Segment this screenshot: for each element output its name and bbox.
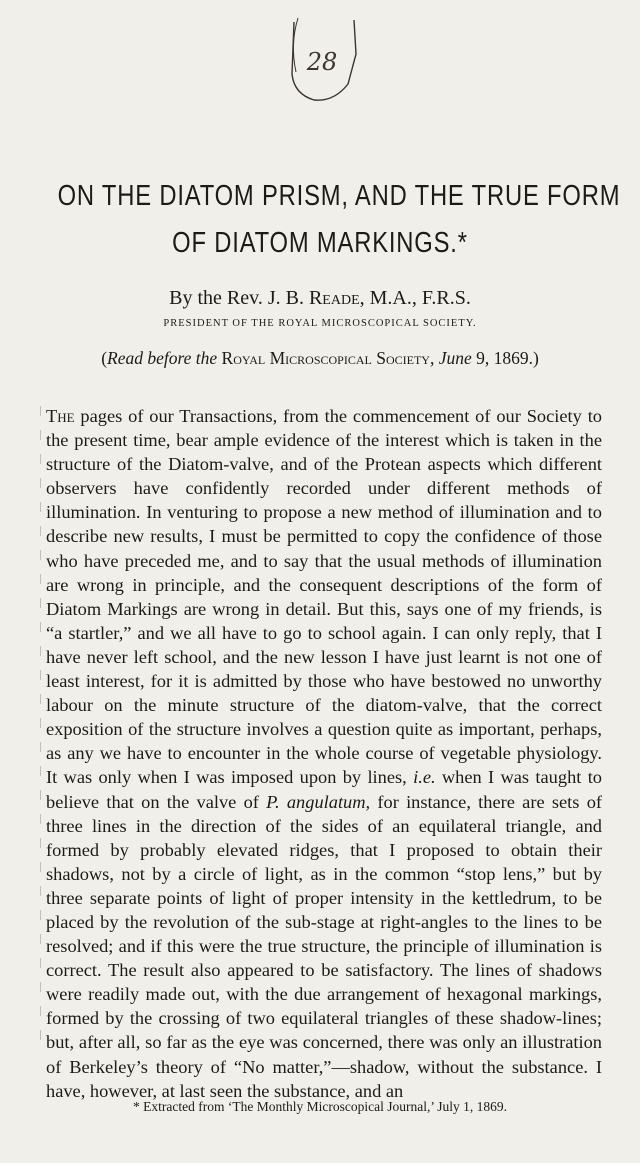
opening-word: The [46, 406, 75, 426]
read-date: 9, 1869. [471, 348, 533, 368]
body-text-1: pages of our Transactions, from the commencement of our Society to the present time, bear ample evidence of the interest which is taken in the structure of the Diatom-valve, and of the Protean aspects which different observers have confidently recorded under different methods of illumination. In venturing to propose a new method of illumination and to describe new results, I must be permitted to copy the confidence of those who have preceded me, and to say that the usual methods of illumination are wrong in principle, and the consequent descriptions of the form of Diatom Markings are wrong in detail. But this, says one of my friends, is “a startler,” and we all have to go to school again. I can only reply, that I have never left school, and the new lesson I have just learnt is not one of least interest, for it is admitted by those who have bestowed no unworthy labour on the minute structure of the diatom-valve, that the correct exposition of the structure involves a question quite as important, perhaps, as any we have to encounter in the whole course of vegetable physiology. It was only when I was imposed upon by lines, [46, 406, 602, 788]
footnote: * Extracted from ‘The Monthly Microscopical Journal,’ July 1, 1869. [133, 1099, 507, 1114]
body-text-3: for instance, there are sets of three lines in the direction of the sides of an equilateral triangle, and formed by probably elevated ridges, that I proposed to obtain their shadows, not by a circle of light, as in the common “stop lens,” but by three separate points of light of proper intensity in the kettledrum, to be placed by the revolution of the sub-stage at right-angles to the lines to be resolved; and if this were the true structure, the principle of illumination is correct. The result also appeared to be satisfactory. The lines of shadows were readily made out, with the due arrangement of hexagonal markings, formed by the crossing of two equilateral triangles of these shadow-lines; but, after all, so far as the eye was concerned, there was only an illustration of Berkeley’s theory of “No matter,”—shadow, without the substance. I have, however, at last seen the substance, and an [46, 791, 603, 1101]
author-position: PRESIDENT OF THE ROYAL MICROSCOPICAL SOCIETY. [163, 318, 477, 329]
read-before-note: (Read before the Royal Microscopical Society, June 9, 1869.) [101, 348, 539, 368]
read-before-label: Read before the [107, 348, 218, 368]
read-month: June [438, 348, 472, 368]
article-title-line-2: OF DIATOM MARKINGS.* [172, 227, 468, 259]
byline [0, 287, 640, 310]
body-ie: i.e. [413, 767, 436, 788]
margin-mark [40, 406, 41, 1046]
author-name: Reade [308, 287, 360, 309]
date-separator: , [429, 348, 439, 368]
byline-prefix: By the Rev. J. B. [169, 287, 309, 309]
library-stamp [284, 14, 368, 102]
body-paragraph [46, 404, 602, 1103]
stamp-number: 28 [306, 48, 338, 76]
body-text-2: when I was taught to believe that on the valve of [46, 767, 603, 812]
species-name: P. angulatum, [266, 791, 371, 812]
society-name: Royal Microscopical Society [221, 348, 430, 368]
byline-suffix: , M.A., F.R.S. [359, 287, 471, 309]
article-title-line-1: ON THE DIATOM PRISM, AND THE TRUE FORM [57, 180, 621, 212]
